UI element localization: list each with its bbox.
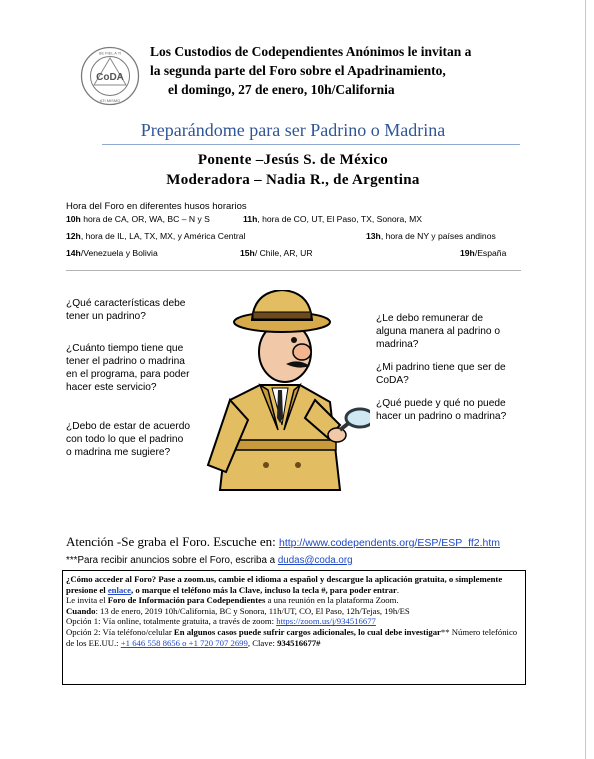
question-right-3: ¿Qué puede y qué no puede hacer un padrino o madrina? bbox=[376, 398, 507, 422]
detective-illustration bbox=[190, 290, 370, 510]
option-1-line: Opción 1: Vía online, totalmente gratuita, a través de zoom: https://zoom.us/j/934516677 bbox=[66, 616, 376, 627]
tz-entry: 12h, hora de IL, LA, TX, MX, y América Central bbox=[66, 231, 246, 241]
access-info-box bbox=[62, 570, 526, 685]
speaker-line: Ponente –Jesús S. de México bbox=[197, 152, 389, 168]
tz-entry: 11h, hora de CO, UT, El Paso, TX, Sonora, MX bbox=[243, 214, 422, 224]
header-line-2: la segunda parte del Foro sobre el Apadrinamiento, bbox=[150, 63, 446, 78]
recording-notice bbox=[66, 534, 500, 550]
recording-text: Atención -Se graba el Foro. Escuche en: bbox=[66, 534, 279, 549]
announcements-text: ***Para recibir anuncios sobre el Foro, escriba a bbox=[66, 555, 278, 566]
zoom-enlace-link[interactable]: enlace bbox=[107, 584, 131, 595]
logo-ring-top: SE FIEL A TI bbox=[98, 50, 122, 56]
logo-ring-bottom: ATI MISMO bbox=[99, 98, 121, 103]
phone-link-2[interactable]: +1 720 707 2699 bbox=[188, 637, 248, 648]
when-line: Cuando: 13 de enero, 2019 10h/California, BC y Sonora, 11h/UT, CO, El Paso, 12h/Tejas, 19h/ES bbox=[66, 605, 410, 616]
invite-line: Le invita el Foro de Información para Codependientes a una reunión en la plataforma Zoom. bbox=[66, 595, 399, 606]
timezones-rule bbox=[66, 270, 521, 271]
tz-entry: 13h, hora de NY y países andinos bbox=[366, 231, 496, 241]
page-subtitle: Preparándome para ser Padrino o Madrina bbox=[140, 120, 446, 140]
coda-logo bbox=[80, 46, 140, 106]
meeting-code: 934516677# bbox=[277, 637, 321, 648]
subtitle-rule bbox=[102, 144, 520, 145]
tz-entry: 14h/Venezuela y Bolivia bbox=[66, 248, 158, 258]
header-line-1: Los Custodios de Codependientes Anónimos le invitan a bbox=[150, 44, 472, 59]
announcements-line bbox=[66, 555, 353, 566]
question-left-2: ¿Cuánto tiempo tiene que tener el padrino o madrina en el programa, para poder hacer este servicio? bbox=[66, 343, 190, 393]
zoom-meeting-link[interactable]: https://zoom.us/j/934516677 bbox=[276, 616, 376, 627]
recording-link[interactable]: http://www.codependents.org/ESP/ESP_ff2.htm bbox=[278, 537, 501, 549]
tz-entry: 10h hora de CA, OR, WA, BC – N y S bbox=[66, 214, 210, 224]
question-right-1: ¿Le debo remunerar de alguna manera al padrino o madrina? bbox=[376, 313, 501, 350]
question-left-1: ¿Qué características debe tener un padrino? bbox=[66, 298, 186, 322]
tz-entry: 19h/España bbox=[460, 248, 507, 258]
header-line-3: el domingo, 27 de enero, 10h/California bbox=[168, 82, 395, 97]
phone-link-1[interactable]: +1 646 558 8656 bbox=[120, 637, 180, 648]
access-question: ¿Cómo acceder al Foro? Pase a zoom.us, cambie el idioma a español y descargue la aplicación gratuita, o simplemente presione el enlace, o marque el teléfono más la Clave, incluso la tecla #, para poder entrar. bbox=[66, 574, 503, 595]
tz-entry: 15h/ Chile, AR, UR bbox=[240, 248, 313, 258]
page-edge bbox=[585, 0, 586, 759]
moderator-line: Moderadora – Nadia R., de Argentina bbox=[166, 172, 420, 188]
logo-text: CoDA bbox=[96, 72, 124, 83]
question-right-2: ¿Mi padrino tiene que ser de CoDA? bbox=[376, 362, 506, 386]
timezones-heading: Hora del Foro en diferentes husos horarios bbox=[66, 201, 247, 212]
announcements-email-link[interactable]: dudas@coda.org bbox=[277, 555, 353, 566]
question-left-3: ¿Debo de estar de acuerdo con todo lo que el padrino o madrina me sugiere? bbox=[66, 421, 191, 458]
option-2-line: Opción 2: Vía teléfono/celular En algunos casos puede sufrir cargos adicionales, lo cual debe investigar** Número telefónico de los EE.UU.: +1 646 558 8656 o +1 720 707 2699, Clave: 934516677# bbox=[66, 626, 518, 648]
